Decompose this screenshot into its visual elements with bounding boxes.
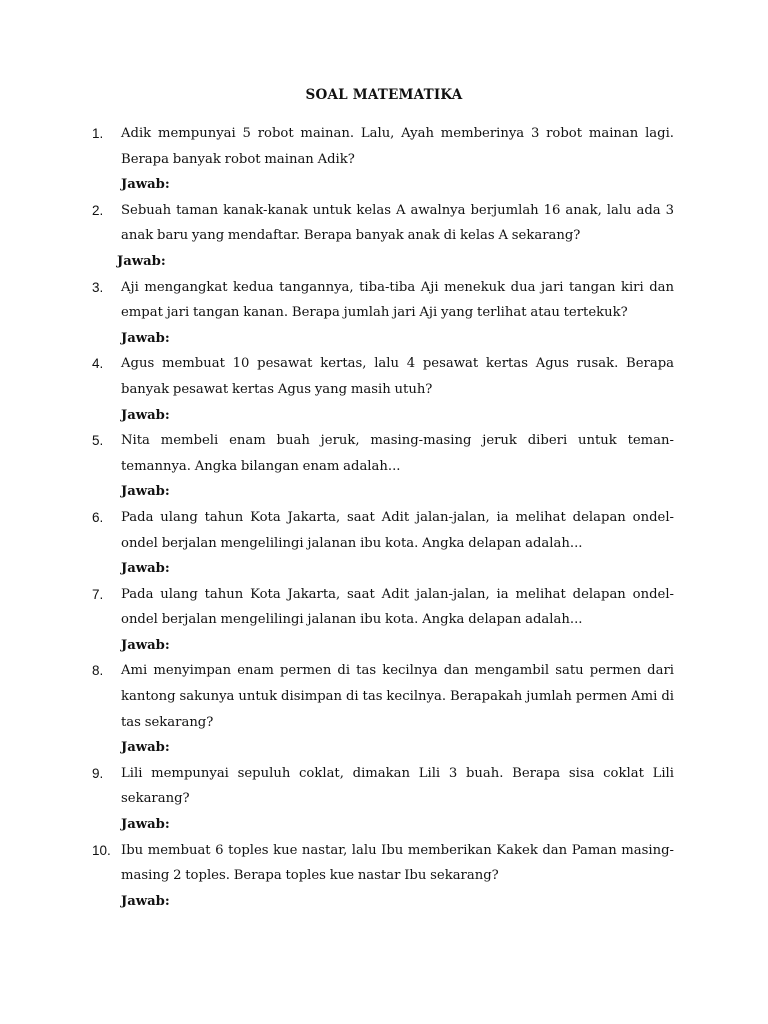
question-text: Agus membuat 10 pesawat kertas, lalu 4 pesawat kertas Agus rusak. Berapa banyak pesawat kertas Agus yang masih utuh? xyxy=(121,356,674,397)
question-number: 7. xyxy=(92,586,104,602)
question-item-2 xyxy=(0,198,768,275)
question-number: 9. xyxy=(92,765,104,781)
answer-label: Jawab: xyxy=(117,253,166,269)
question-number: 3. xyxy=(92,279,104,295)
question-text: Aji mengangkat kedua tangannya, tiba-tiba Aji menekuk dua jari tangan kiri dan empat jari tangan kanan. Berapa jumlah jari Aji yang terlihat atau tertekuk? xyxy=(121,279,674,321)
question-text: Nita membeli enam buah jeruk, masing-masing jeruk diberi untuk teman-temannya. Angka bilangan enam adalah... xyxy=(121,433,674,474)
question-item-5 xyxy=(0,428,768,505)
answer-label: Jawab: xyxy=(121,740,170,756)
question-number: 10. xyxy=(92,842,111,858)
question-number: 2. xyxy=(92,202,104,218)
question-item-10 xyxy=(0,838,768,915)
answer-label: Jawab: xyxy=(121,561,170,577)
answer-label: Jawab: xyxy=(121,484,170,500)
question-text: Ibu membuat 6 toples kue nastar, lalu Ibu memberikan Kakek dan Paman masing-masing 2 toples. Berapa toples kue nastar Ibu sekarang? xyxy=(121,842,674,884)
answer-label: Jawab: xyxy=(121,637,170,653)
question-text: Pada ulang tahun Kota Jakarta, saat Adit jalan-jalan, ia melihat delapan ondel-ondel berjalan mengelilingi jalanan ibu kota. Angka delapan adalah... xyxy=(121,586,674,628)
question-list xyxy=(0,121,768,914)
question-text: Sebuah taman kanak-kanak untuk kelas A awalnya berjumlah 16 anak, lalu ada 3 anak baru yang mendaftar. Berapa banyak anak di kelas A sekarang? xyxy=(121,202,674,244)
question-item-4 xyxy=(0,351,768,428)
question-item-7 xyxy=(0,582,768,659)
page-title: SOAL MATEMATIKA xyxy=(305,87,463,103)
question-number: 8. xyxy=(92,663,104,679)
question-text: Adik mempunyai 5 robot mainan. Lalu, Ayah memberinya 3 robot mainan lagi. Berapa banyak robot mainan Adik? xyxy=(121,126,674,167)
question-text: Lili mempunyai sepuluh coklat, dimakan Lili 3 buah. Berapa sisa coklat Lili sekarang? xyxy=(121,765,674,807)
question-number: 5. xyxy=(92,433,104,449)
question-number: 6. xyxy=(92,509,104,525)
question-text: Ami menyimpan enam permen di tas kecilnya dan mengambil satu permen dari kantong sakunya untuk disimpan di tas kecilnya. Berapakah jumlah permen Ami di tas sekarang? xyxy=(121,663,674,730)
answer-label: Jawab: xyxy=(121,893,170,909)
question-item-6 xyxy=(0,505,768,582)
question-item-8 xyxy=(0,658,768,760)
question-item-9 xyxy=(0,761,768,838)
question-item-3 xyxy=(0,275,768,352)
answer-label: Jawab: xyxy=(121,407,170,423)
answer-label: Jawab: xyxy=(121,330,170,346)
answer-label: Jawab: xyxy=(121,177,170,193)
question-number: 4. xyxy=(92,356,104,372)
question-text: Pada ulang tahun Kota Jakarta, saat Adit jalan-jalan, ia melihat delapan ondel-ondel berjalan mengelilingi jalanan ibu kota. Angka delapan adalah... xyxy=(121,509,674,551)
question-number: 1. xyxy=(92,126,104,141)
answer-label: Jawab: xyxy=(121,817,170,833)
question-item-1 xyxy=(0,121,768,198)
